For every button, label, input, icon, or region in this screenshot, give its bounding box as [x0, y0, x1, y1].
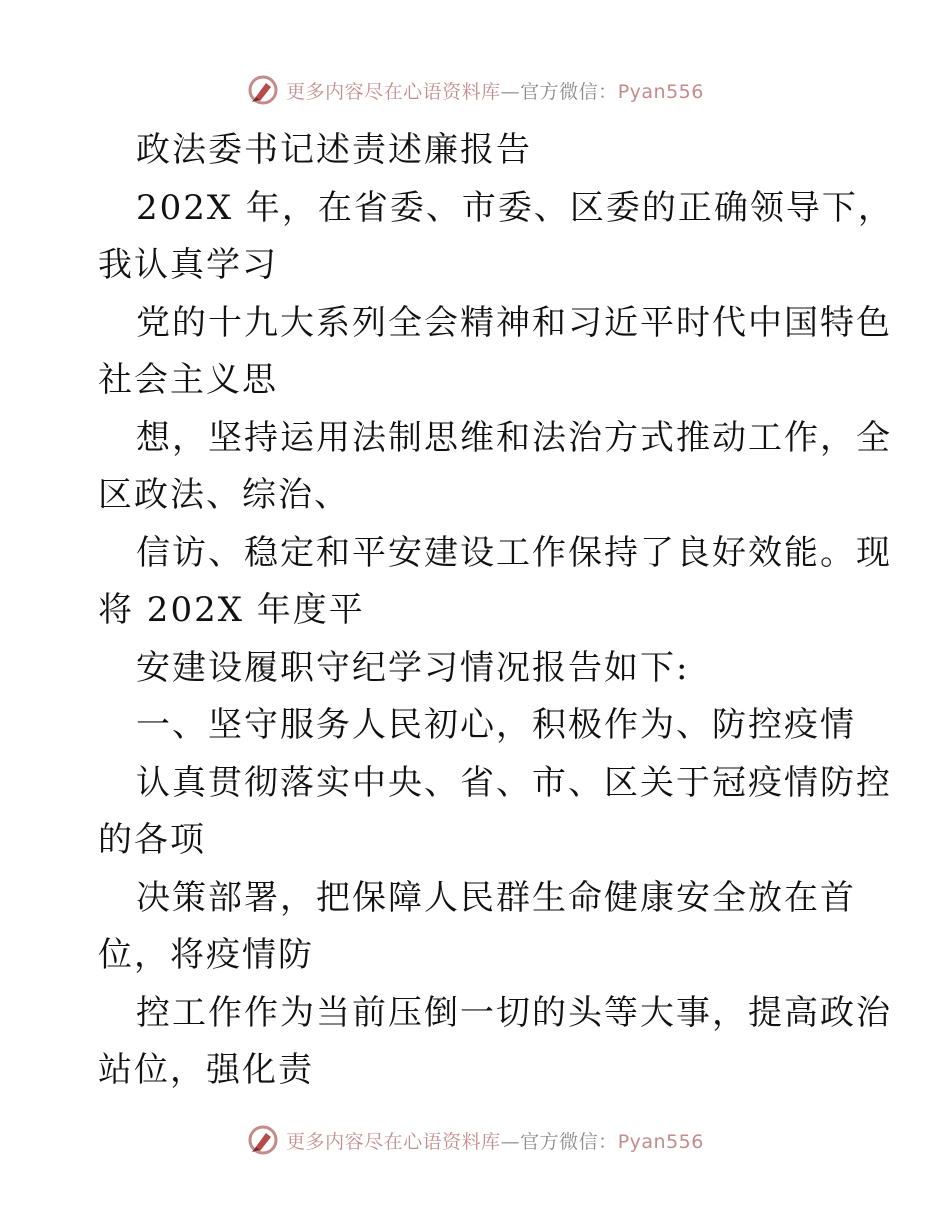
banner-text [286, 1127, 704, 1154]
text-line: 将 202X 年度平 [98, 590, 365, 630]
text-line: 的各项 [98, 820, 206, 860]
banner-text [286, 77, 704, 104]
pen-nib-icon [246, 73, 280, 107]
text-line: 决策部署，把保障人民群生命健康安全放在首 [136, 877, 856, 918]
section-heading: 一、坚守服务人民初心，积极作为、防控疫情 [136, 705, 856, 745]
text-line: 安建设履职守纪学习情况报告如下: [136, 647, 690, 688]
text-line: 想，坚持运用法制思维和法治方式推动工作，全 [136, 417, 892, 458]
text-line: 认真贯彻落实中央、省、市、区关于冠疫情防控 [136, 762, 892, 803]
header-banner [0, 70, 950, 110]
pen-nib-icon [246, 1123, 280, 1157]
text-line: 信访、稳定和平安建设工作保持了良好效能。现 [136, 532, 892, 573]
document-title: 政法委书记述责述廉报告 [136, 130, 532, 170]
text-line: 区政法、综治、 [98, 475, 350, 515]
banner-separator: — [500, 80, 521, 103]
text-line: 社会主义思 [98, 360, 278, 400]
footer-banner [0, 1120, 950, 1160]
text-line: 202X 年，在省委、市委、区委的正确领导下， [136, 187, 894, 228]
banner-separator: — [500, 1130, 521, 1153]
banner-wechat-label: 官方微信： [520, 80, 618, 103]
text-line: 位，将疫情防 [98, 935, 314, 975]
banner-wechat-id: Pyan556 [617, 80, 704, 103]
banner-wechat-label: 官方微信： [520, 1130, 618, 1153]
document-body [98, 122, 894, 1100]
text-line: 党的十九大系列全会精神和习近平时代中国特色 [136, 302, 892, 343]
text-line: 控工作作为当前压倒一切的头等大事，提高政治 [136, 992, 892, 1033]
text-line: 我认真学习 [98, 245, 278, 285]
banner-main-text: 更多内容尽在心语资料库 [286, 80, 501, 103]
banner-wechat-id: Pyan556 [617, 1130, 704, 1153]
text-line: 站位，强化责 [98, 1050, 314, 1090]
banner-main-text: 更多内容尽在心语资料库 [286, 1130, 501, 1153]
